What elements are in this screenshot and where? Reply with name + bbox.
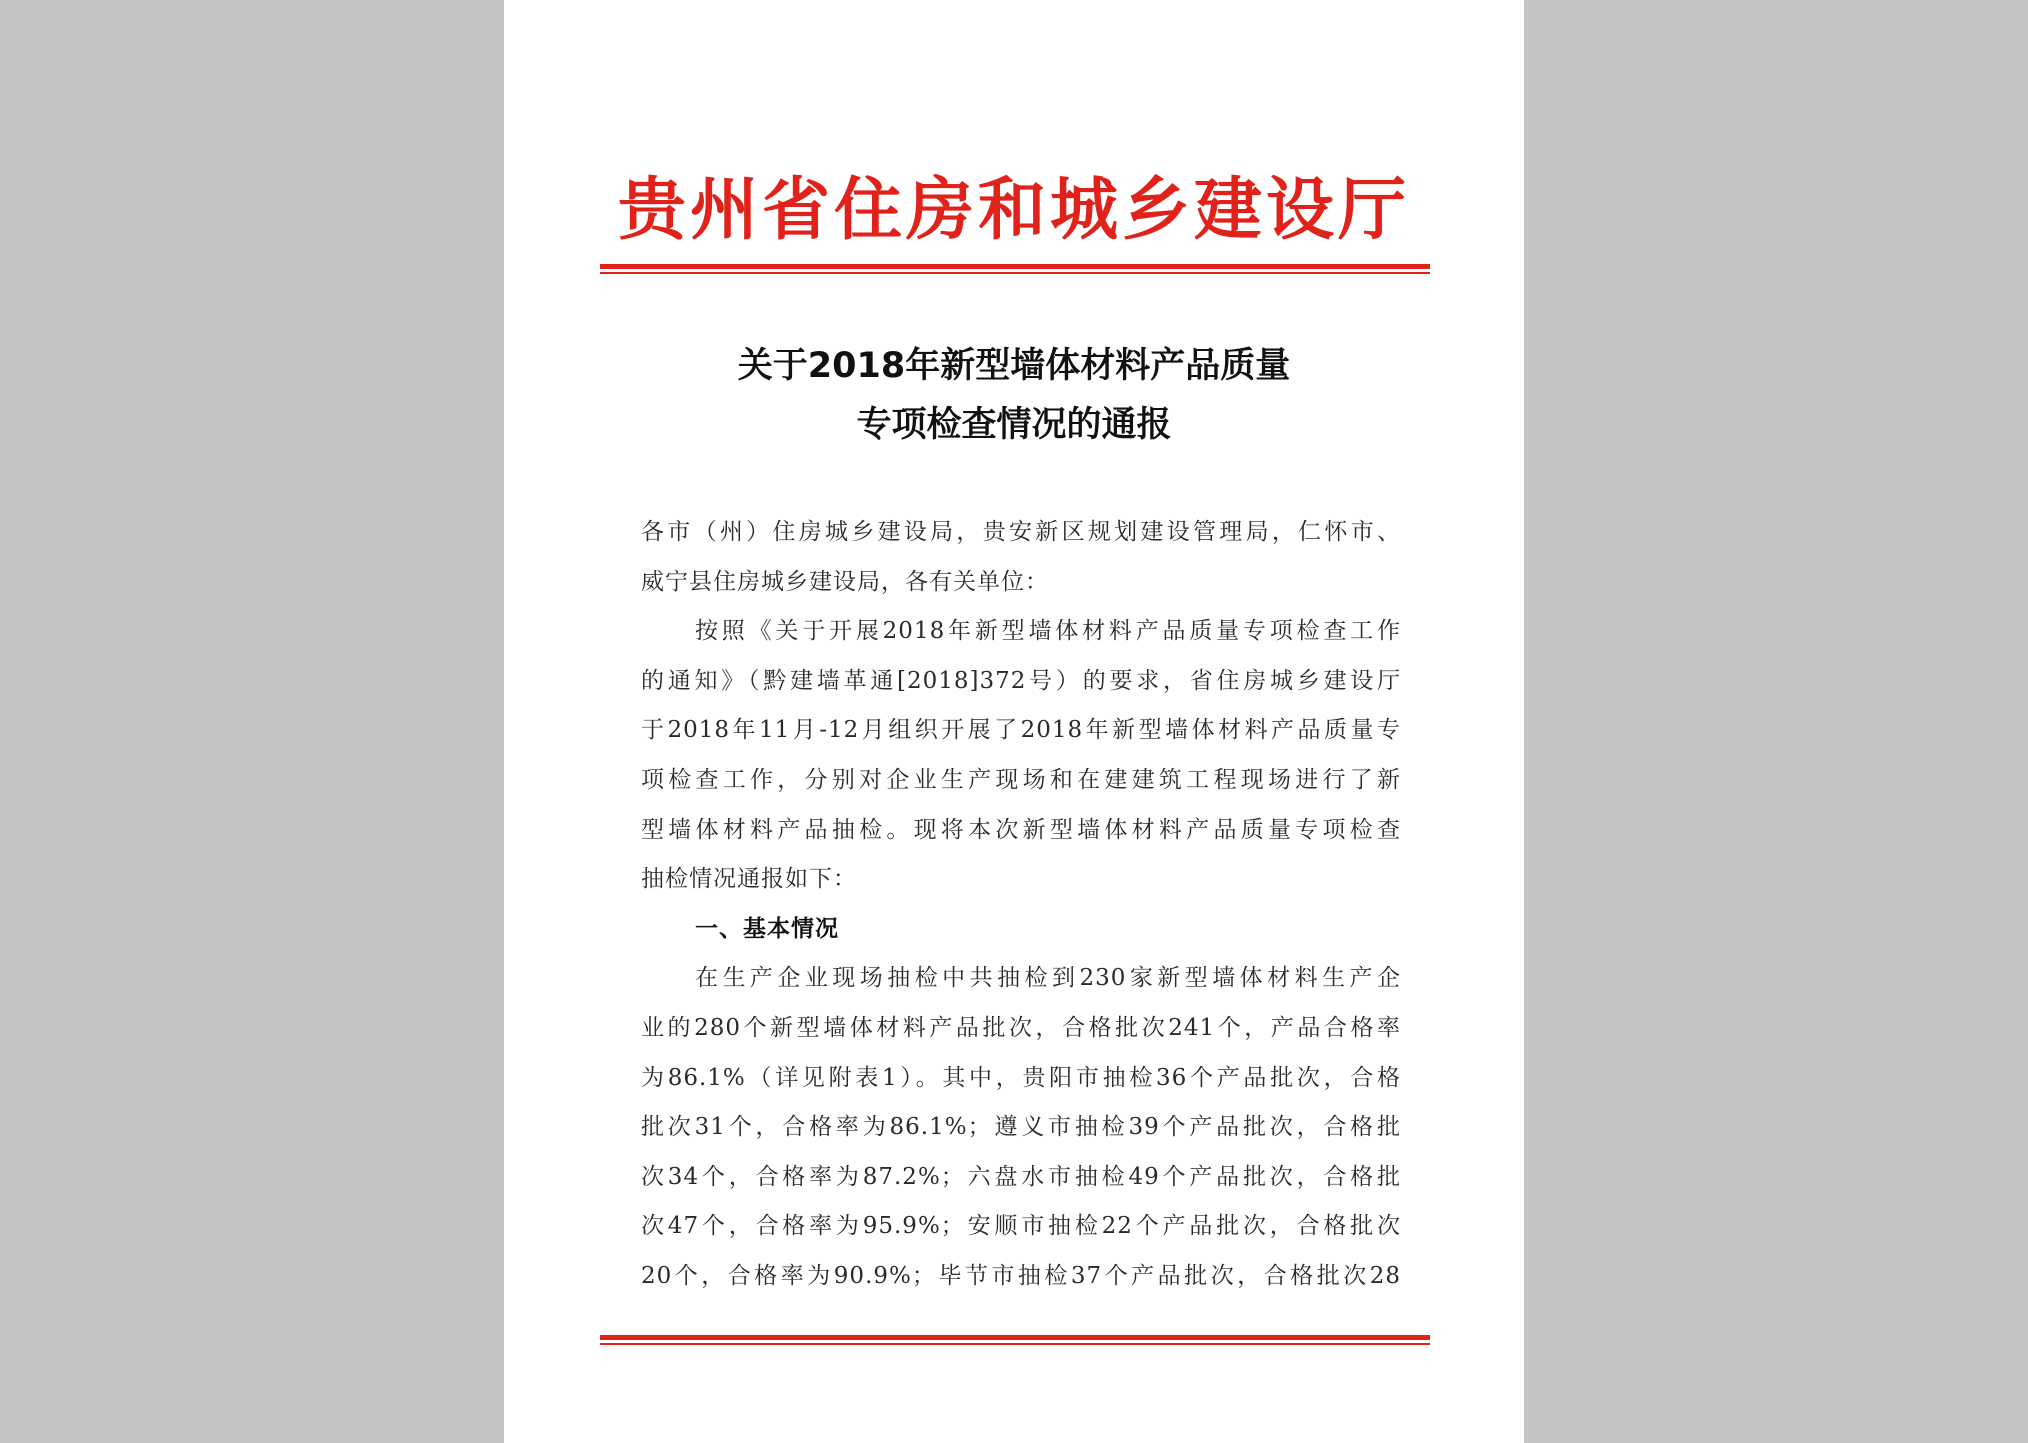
body-line: 抽检情况通报如下： [641, 866, 857, 893]
body-line: 威宁县住房城乡建设局，各有关单位： [641, 568, 1049, 595]
body-line: 型墙体材料产品抽检。现将本次新型墙体材料产品质量专项检查 [641, 816, 1401, 843]
body-line: 于2018年11月-12月组织开展了2018年新型墙体材料产品质量专 [641, 717, 1401, 744]
letterhead-title: 贵州省住房和城乡建设厅 [617, 170, 1410, 250]
body-line: 次34个，合格率为87.2%；六盘水市抽检49个产品批次，合格批 [641, 1163, 1401, 1190]
body-line: 20个，合格率为90.9%；毕节市抽检37个产品批次，合格批次28 [641, 1262, 1401, 1289]
notice-title-line-1: 关于2018年新型墙体材料产品质量 [737, 346, 1291, 386]
body-line: 批次31个，合格率为86.1%；遵义市抽检39个产品批次，合格批 [641, 1114, 1401, 1141]
body-line: 为86.1%（详见附表1）。其中，贵阳市抽检36个产品批次，合格 [641, 1064, 1401, 1091]
document-page [504, 0, 1524, 1443]
notice-body [641, 508, 1401, 1302]
section-heading: 一、基本情况 [695, 915, 839, 942]
body-line: 项检查工作，分别对企业生产现场和在建建筑工程现场进行了新 [641, 766, 1401, 793]
body-line: 的通知》（黔建墙革通[2018]372号）的要求，省住房城乡建设厅 [641, 667, 1401, 694]
body-line: 各市（州）住房城乡建设局，贵安新区规划建设管理局，仁怀市、 [641, 519, 1401, 545]
footer-divider [600, 1335, 1430, 1345]
notice-title-line-2: 专项检查情况的通报 [856, 405, 1172, 445]
body-line: 在生产企业现场抽检中共抽检到230家新型墙体材料生产企 [695, 965, 1401, 992]
body-line: 业的280个新型墙体材料产品批次，合格批次241个，产品合格率 [641, 1014, 1401, 1041]
body-line: 次47个，合格率为95.9%；安顺市抽检22个产品批次，合格批次 [641, 1213, 1401, 1240]
letterhead-divider [600, 264, 1430, 274]
body-line: 按照《关于开展2018年新型墙体材料产品质量专项检查工作 [695, 618, 1401, 645]
